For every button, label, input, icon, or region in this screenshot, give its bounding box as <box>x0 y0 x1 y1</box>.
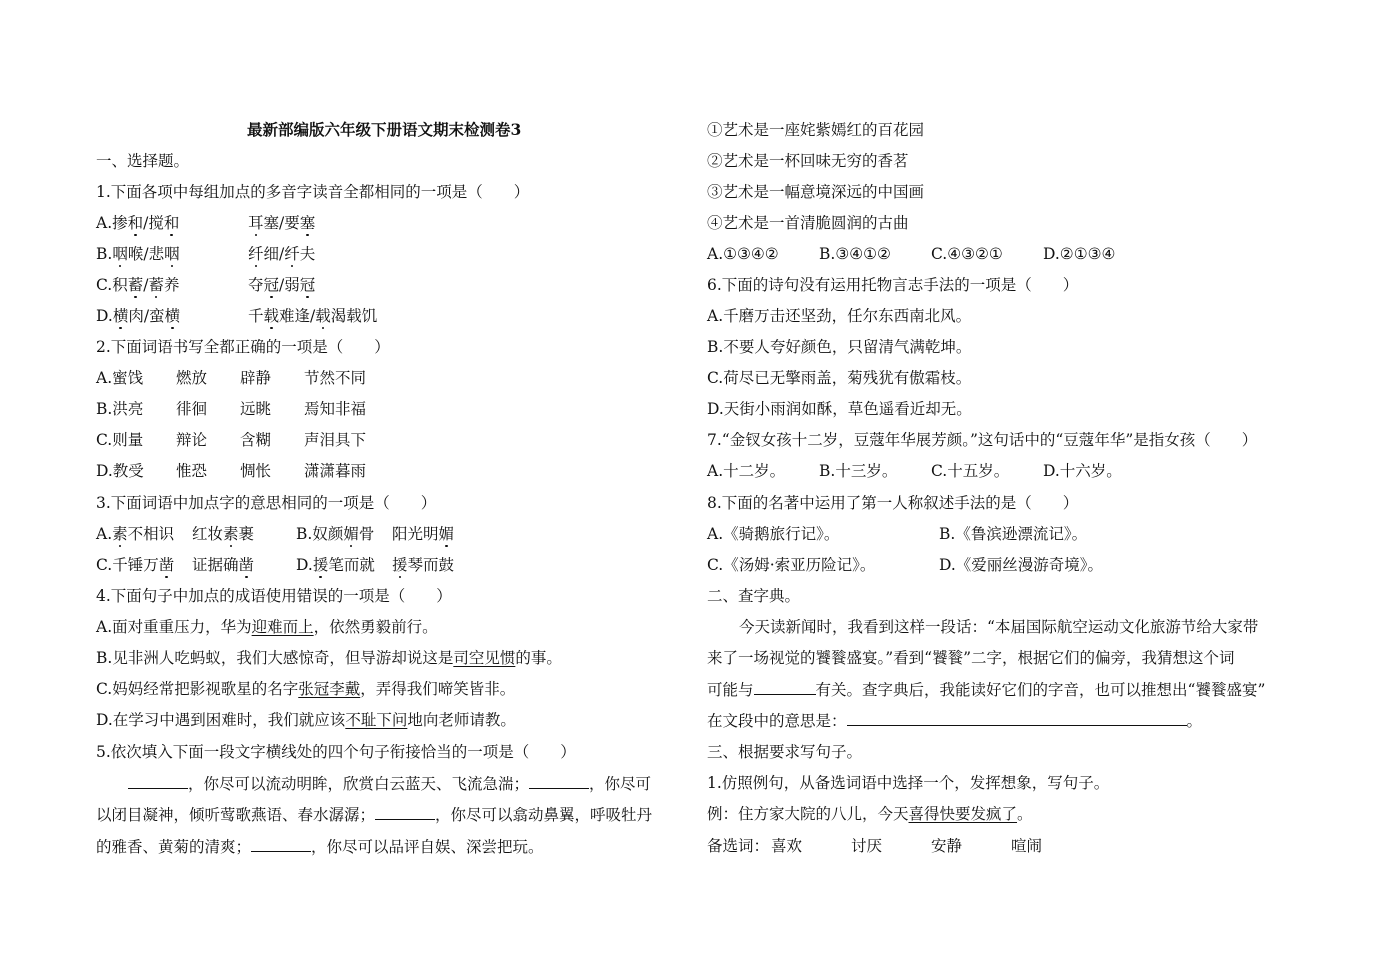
q3-stem: 3.下面词语中加点字的意思相同的一项是（ ） <box>96 494 437 512</box>
q6-stem: 6.下面的诗句没有运用托物言志手法的一项是（ ） <box>707 276 1079 294</box>
q5-stem: 5.依次填入下面一段文字横线处的四个句子衔接恰当的一项是（ ） <box>96 743 576 761</box>
section-1-heading: 一、选择题。 <box>96 152 190 170</box>
answer-blank[interactable] <box>251 836 311 852</box>
q2-stem: 2.下面词语书写全都正确的一项是（ ） <box>96 338 390 356</box>
q1-stem: 1.下面各项中每组加点的多音字读音全都相同的一项是（ ） <box>96 183 530 201</box>
q7-stem: 7.“金钗女孩十二岁，豆蔻年华展芳颜。”这句话中的“豆蔻年华”是指女孩（ ） <box>707 431 1258 449</box>
q4-stem: 4.下面句子中加点的成语使用错误的一项是（ ） <box>96 587 452 605</box>
answer-blank[interactable] <box>375 804 435 820</box>
section-2-heading: 二、查字典。 <box>707 587 801 605</box>
sentence-task-1: 1.仿照例句，从备选词语中选择一个，发挥想象，写句子。 <box>707 774 1110 792</box>
q5-choice-2: ②艺术是一杯回味无穷的香茗 <box>707 152 909 170</box>
q8-stem: 8.下面的名著中运用了第一人称叙述手法的是（ ） <box>707 494 1079 512</box>
q4-option-a: A.面对重重压力，华为迎难而上，依然勇毅前行。 <box>96 618 438 636</box>
example-sentence: 例：住方家大院的八儿，今天喜得快要发疯了。 <box>707 805 1033 823</box>
q6-option-a: A.千磨万击还坚劲，任尔东西南北风。 <box>707 307 972 325</box>
page-title: 最新部编版六年级下册语文期末检测卷3 <box>247 120 522 139</box>
dictionary-passage-line-4: 在文段中的意思是： 。 <box>707 712 1203 730</box>
answer-blank[interactable] <box>529 773 589 789</box>
dictionary-passage-line-1: 今天读新闻时，我看到这样一段话：“本届国际航空运动文化旅游节给大家带 <box>739 618 1259 636</box>
q6-option-d: D.天街小雨润如酥，草色遥看近却无。 <box>707 400 972 418</box>
q5-passage-line-1: ，你尽可以流动明眸，欣赏白云蓝天、飞流急湍； ，你尽可 <box>128 773 651 794</box>
q6-option-c: C.荷尽已无擎雨盖，菊残犹有傲霜枝。 <box>707 369 972 387</box>
section-3-heading: 三、根据要求写句子。 <box>707 743 863 761</box>
q5-choice-4: ④艺术是一首清脆圆润的古曲 <box>707 214 909 232</box>
answer-blank[interactable] <box>128 773 188 789</box>
meaning-answer-blank[interactable] <box>847 710 1187 726</box>
q6-option-b: B.不要人夸好颜色，只留清气满乾坤。 <box>707 338 972 356</box>
q5-passage-line-3: 的雅香、黄菊的清爽； ，你尽可以品评自娱、深尝把玩。 <box>96 838 544 856</box>
dictionary-passage-line-3: 可能与 有关。查字典后，我能读好它们的字音，也可以推想出“饕餮盛宴” <box>707 681 1266 699</box>
q5-choice-3: ③艺术是一幅意境深远的中国画 <box>707 183 925 201</box>
q4-option-c: C.妈妈经常把影视歌星的名字张冠李戴，弄得我们啼笑皆非。 <box>96 680 516 698</box>
q5-passage-line-2: 以闭目凝神，倾听莺歌燕语、春水潺潺； ，你尽可以翕动鼻翼，呼吸牡丹 <box>96 806 653 824</box>
q5-choice-1: ①艺术是一座姹紫嫣红的百花园 <box>707 121 925 139</box>
dictionary-passage-line-2: 来了一场视觉的饕餮盛宴。”看到“饕餮”二字，根据它们的偏旁，我猜想这个词 <box>707 649 1235 667</box>
q4-option-b: B.见非洲人吃蚂蚁，我们大感惊奇，但导游却说这是司空见惯的事。 <box>96 649 562 667</box>
radical-answer-blank[interactable] <box>754 679 816 695</box>
q4-option-d: D.在学习中遇到困难时，我们就应该不耻下问地向老师请教。 <box>96 711 516 729</box>
